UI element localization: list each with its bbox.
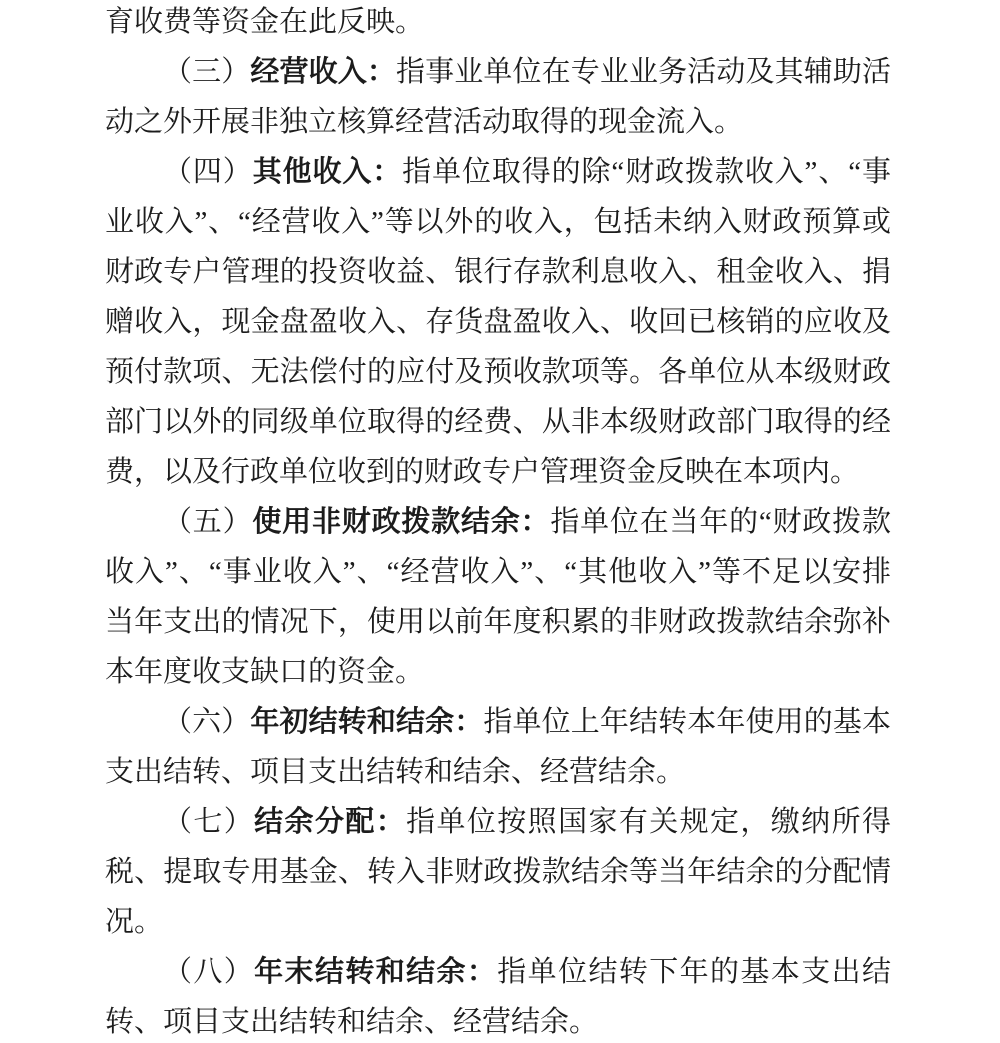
paragraph-text: （四）: [163, 156, 253, 188]
paragraph-text: （六）: [163, 706, 251, 738]
paragraph: [105, 147, 891, 497]
paragraph: [105, 697, 891, 797]
paragraph: [105, 497, 891, 697]
paragraph-text: （五）: [163, 506, 253, 538]
document-text-block: [105, 0, 891, 1043]
term-emphasis: 使用非财政拨款结余：: [252, 506, 551, 538]
term-emphasis: 其他收入：: [252, 156, 403, 188]
term-emphasis: 年末结转和结余：: [254, 956, 498, 988]
paragraph: [105, 47, 891, 147]
paragraph: [105, 947, 891, 1043]
paragraph-text: 指单位结转下年的基本支出结转、项目支出结转和结余、经营结余。: [105, 956, 891, 1038]
paragraph-text: （三）: [163, 56, 251, 88]
paragraph-text: （八）: [163, 956, 255, 988]
paragraph-text: 指单位在当年的“财政拨款收入”、“事业收入”、“经营收入”、“其他收入”等不足以安排当年支出的情况下，使用以前年度积累的非财政拨款结余弥补本年度收支缺口的资金。: [105, 506, 891, 688]
term-emphasis: 结余分配：: [254, 806, 407, 838]
term-emphasis: 经营收入：: [250, 56, 396, 88]
paragraph-text: 育收费等资金在此反映。: [105, 6, 425, 38]
term-emphasis: 年初结转和结余：: [250, 706, 484, 738]
paragraph-text: 指单位上年结转本年使用的基本支出结转、项目支出结转和结余、经营结余。: [105, 706, 891, 788]
paragraph-text: 指单位取得的除“财政拨款收入”、“事业收入”、“经营收入”等以外的收入，包括未纳入财政预算或财政专户管理的投资收益、银行存款利息收入、租金收入、捐赠收入，现金盘盈收入、存货盘盈收入、收回已核销的应收及预付款项、无法偿付的应付及预收款项等。各单位从本级财政部门以外的同级单位取得的经费、从非本级财政部门取得的经费，以及行政单位收到的财政专户管理资金反映在本项内。: [105, 156, 891, 488]
paragraph: [105, 0, 891, 47]
paragraph-text: 指事业单位在专业业务活动及其辅助活动之外开展非独立核算经营活动取得的现金流入。: [105, 56, 891, 138]
paragraph: [105, 797, 891, 947]
paragraph-text: （七）: [163, 806, 255, 838]
paragraph-text: 指单位按照国家有关规定，缴纳所得税、提取专用基金、转入非财政拨款结余等当年结余的分配情况。: [105, 806, 891, 938]
